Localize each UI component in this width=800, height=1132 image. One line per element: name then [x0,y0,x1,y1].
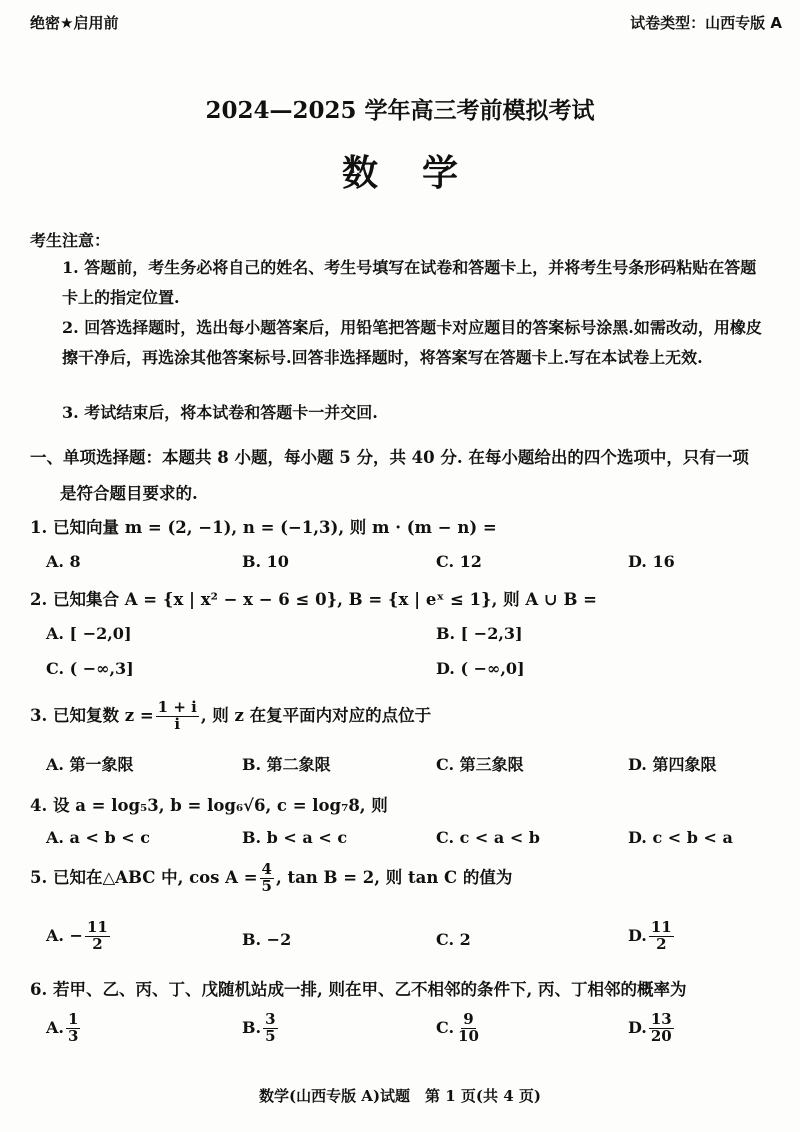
question-6-option-c [436,1012,483,1045]
subject-title: 数学 [341,152,502,194]
question-6-option-a-numerator: 1 [67,1010,79,1028]
question-5-option-d-denominator: 2 [656,934,667,953]
question-4-option-b: B. b < a < c [242,828,348,847]
question-6-option-d-numerator: 13 [650,1010,672,1028]
question-6-option-c-pre: C. [436,1017,455,1037]
question-5-option-c: C. 2 [436,930,471,949]
question-2-option-c: C. ( −∞,3] [46,659,134,678]
question-6-option-c-fraction [456,1012,481,1045]
question-6-stem: 6. 若甲、乙、丙、丁、戊随机站成一排, 则在甲、乙不相邻的条件下, 丙、丁相邻的概率为 [30,980,687,999]
question-6-option-b-numerator: 3 [265,1010,276,1028]
question-6-option-a [46,1012,82,1045]
question-5-stem [30,862,512,895]
question-6-option-c-numerator: 9 [463,1010,474,1028]
section-heading [30,440,775,512]
question-6-option-b-pre: B. [242,1017,262,1037]
question-3-fraction [156,700,199,733]
question-5-option-d-numerator: 11 [650,918,672,936]
question-6-option-b-fraction [263,1012,277,1045]
question-5-fraction [260,862,274,895]
question-6-option-b [242,1012,280,1045]
paper-type-label: 试卷类型：山西专版 A [630,14,782,32]
question-3-numerator: 1 + i [157,698,197,716]
notice-item-1: 1. 答题前，考生务必将自己的姓名、考生号填写在试卷和答题卡上，并将考生号条形码粘贴在答题卡上的指定位置. [62,258,757,307]
question-5-numerator: 4 [261,860,272,878]
question-6-option-d-denominator: 20 [650,1026,672,1045]
notice-item-3: 3. 考试结束后，将本试卷和答题卡一并交回. [62,403,378,422]
question-5-stem-post: , tan B = 2, 则 tan C 的值为 [275,867,513,887]
question-5-option-d-pre: D. [628,925,647,945]
question-6-option-a-fraction [66,1012,80,1045]
question-5-stem-pre: 5. 已知在△ABC 中, cos A = [30,867,258,887]
question-5-option-a-denominator: 2 [92,934,103,953]
question-3-stem [30,700,431,733]
question-4-stem: 4. 设 a = log₅3, b = log₆√6, c = log₇8, 则 [30,796,388,815]
question-2-option-a: A. [ −2,0] [46,624,132,643]
question-4-option-c: C. c < a < b [436,828,540,847]
page-footer: 数学(山西专版 A)试题 第 1 页(共 4 页) [258,1087,541,1105]
question-1-option-c: C. 12 [436,552,482,571]
section-heading-line1: 一、单项选择题：本题共 8 小题，每小题 5 分，共 40 分. 在每小题给出的四个选项中，只有一项 [30,448,749,467]
question-6-option-b-denominator: 5 [265,1026,276,1045]
question-5-option-a-pre: A. − [46,925,83,945]
question-1-stem: 1. 已知向量 m = (2, −1), n = (−1,3), 则 m · (m − n) = [30,518,497,537]
question-3-stem-post: , 则 z 在复平面内对应的点位于 [200,705,432,725]
question-2-stem: 2. 已知集合 A = {x | x² − x − 6 ≤ 0}, B = {x | eˣ ≤ 1}, 则 A ∪ B = [30,590,597,609]
confidential-label: 绝密★启用前 [30,14,119,32]
question-3-stem-pre: 3. 已知复数 z = [30,705,154,725]
question-3-option-a: A. 第一象限 [46,755,134,774]
question-3-denominator: i [174,714,181,733]
question-2-option-d: D. ( −∞,0] [436,659,525,678]
notice-item-2: 2. 回答选择题时，选出每小题答案后，用铅笔把答题卡对应题目的答案标号涂黑.如需改动，用橡皮擦干净后，再选涂其他答案标号.回答非选择题时，将答案写在答题卡上.写在本试卷上无效. [62,318,762,367]
question-6-option-d-pre: D. [628,1017,647,1037]
question-6-option-d-fraction [649,1012,674,1045]
question-5-option-a-numerator: 11 [86,918,108,936]
question-5-denominator: 5 [261,876,272,895]
question-1-option-d: D. 16 [628,552,675,571]
question-3-option-b: B. 第二象限 [242,755,331,774]
question-2-option-b: B. [ −2,3] [436,624,523,643]
question-3-option-c: C. 第三象限 [436,755,524,774]
question-5-option-a-fraction [85,920,110,953]
question-1-option-a: A. 8 [46,552,81,571]
question-5-option-b: B. −2 [242,930,292,949]
question-4-option-d: D. c < b < a [628,828,733,847]
question-1-option-b: B. 10 [242,552,289,571]
section-heading-line2: 是符合题目要求的. [60,484,198,503]
question-6-option-c-denominator: 10 [458,1026,479,1045]
question-5-option-a [46,920,112,953]
notice-heading: 考生注意： [30,231,111,250]
question-5-option-d [628,920,676,953]
question-6-option-d [628,1012,676,1045]
question-4-option-a: A. a < b < c [46,828,150,847]
question-3-option-d: D. 第四象限 [628,755,717,774]
question-6-option-a-denominator: 3 [67,1026,79,1045]
question-6-option-a-pre: A. [46,1017,64,1037]
question-5-option-d-fraction [649,920,674,953]
exam-title: 2024—2025 学年高三考前模拟考试 [205,97,595,124]
